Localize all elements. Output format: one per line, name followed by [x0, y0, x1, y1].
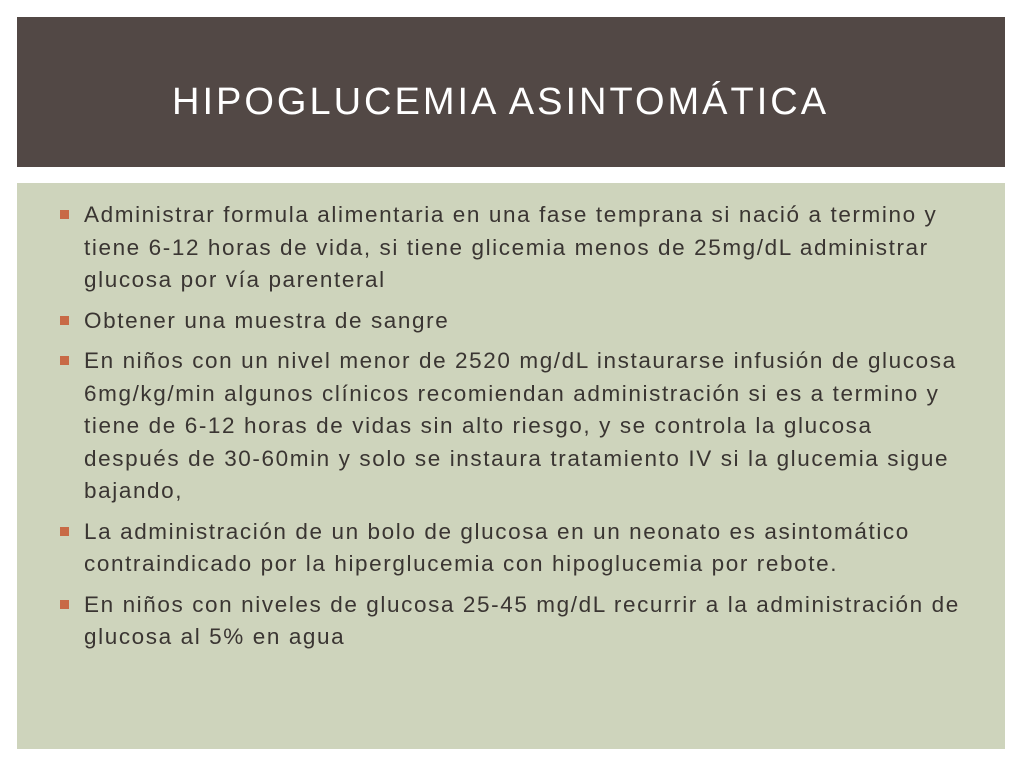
square-bullet-icon: [60, 356, 69, 365]
bullet-text: Obtener una muestra de sangre: [84, 307, 450, 333]
bullet-text: Administrar formula alimentaria en una fase temprana si nació a termino y tiene 6-12 horas de vida, si tiene glicemia menos de 25mg/dL administrar glucosa por vía parenteral: [84, 202, 938, 292]
bullet-item: [58, 589, 968, 654]
square-bullet-icon: [60, 210, 69, 219]
bullet-text: En niños con niveles de glucosa 25-45 mg/dL recurrir a la administración de glucosa al 5% en agua: [84, 591, 960, 649]
bullet-item: [58, 516, 968, 581]
square-bullet-icon: [60, 600, 69, 609]
slide-title: HIPOGLUCEMIA ASINTOMÁTICA: [172, 81, 830, 123]
bullet-item: [58, 199, 968, 297]
square-bullet-icon: [60, 316, 69, 325]
bullet-list: [58, 199, 968, 662]
bullet-text: La administración de un bolo de glucosa en un neonato es asintomático contraindicado por la hiperglucemia con hipoglucemia por rebote.: [84, 518, 910, 576]
bullet-text: En niños con un nivel menor de 2520 mg/dL instaurarse infusión de glucosa 6mg/kg/min algunos clínicos recomiendan administración si es a termino y tiene de 6-12 horas de vidas sin alto riesgo, y se controla la glucosa después de 30-60min y solo se instaura tratamiento IV si la glucemia sigue bajando,: [84, 348, 957, 503]
square-bullet-icon: [60, 527, 69, 536]
bullet-item: [58, 345, 968, 508]
bullet-item: [58, 305, 968, 338]
